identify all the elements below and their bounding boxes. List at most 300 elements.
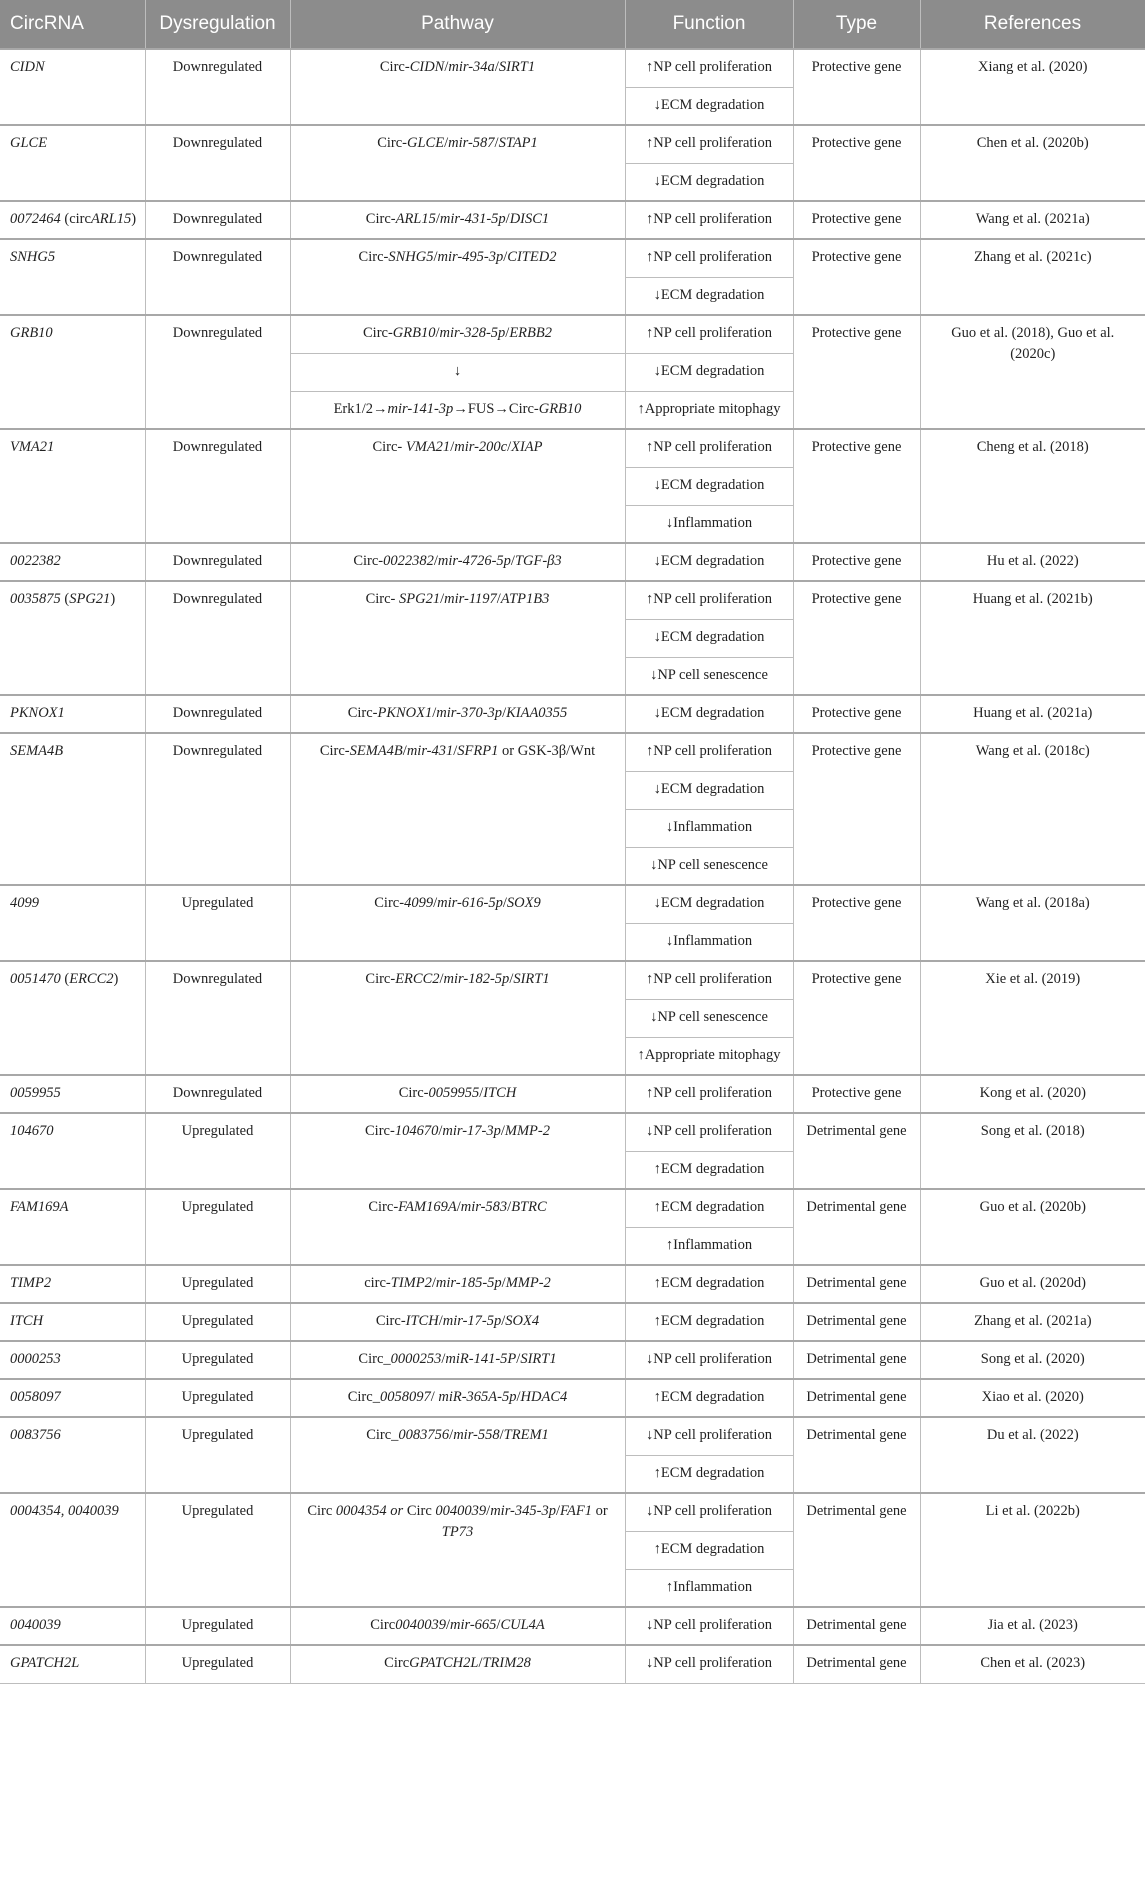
header-pathway: Pathway xyxy=(290,0,625,49)
text-run: GLCE xyxy=(10,135,48,151)
table-row xyxy=(0,1113,1145,1151)
table-row xyxy=(0,543,1145,581)
dysregulation-cell: Downregulated xyxy=(145,315,290,429)
text-run: / xyxy=(444,135,449,151)
dysregulation-cell: Downregulated xyxy=(145,695,290,733)
text-run: MMP-2 xyxy=(505,1275,551,1291)
function-cell: ↓Inflammation xyxy=(625,923,793,961)
type-cell: Protective gene xyxy=(793,695,920,733)
reference-cell: Wang et al. (2018c) xyxy=(920,733,1145,885)
text-run: mir-141-3p xyxy=(387,400,454,417)
pathway-cell xyxy=(290,239,625,315)
reference-cell: Zhang et al. (2021a) xyxy=(920,1303,1145,1341)
circrna-cell xyxy=(0,885,145,961)
text-run: 0059955 xyxy=(10,1085,61,1101)
text-run: mir-34a xyxy=(448,59,495,75)
type-cell: Detrimental gene xyxy=(793,1379,920,1417)
text-run: Circ xyxy=(403,1503,436,1519)
text-run: 104670 xyxy=(10,1123,54,1139)
text-run: CUL4A xyxy=(500,1617,545,1633)
table-row xyxy=(0,201,1145,239)
text-run: / xyxy=(449,1427,454,1443)
text-run: GRB10 xyxy=(392,325,436,341)
type-cell: Protective gene xyxy=(793,315,920,429)
dysregulation-cell: Upregulated xyxy=(145,1189,290,1265)
text-run: / xyxy=(505,211,510,227)
text-run: Circ- xyxy=(372,439,406,455)
function-cell: ↓NP cell proliferation xyxy=(625,1607,793,1645)
text-run: ( xyxy=(60,591,70,607)
header-circrna: CircRNA xyxy=(0,0,145,49)
text-run: / xyxy=(499,1427,504,1443)
table-row xyxy=(0,961,1145,999)
text-run: mir-185-5p xyxy=(435,1275,502,1291)
text-run: mir-665 xyxy=(449,1617,497,1633)
type-cell: Protective gene xyxy=(793,49,920,125)
text-run: GPATCH2L xyxy=(409,1655,479,1671)
function-cell: ↑NP cell proliferation xyxy=(625,733,793,771)
text-run: mir-370-3p xyxy=(436,705,503,721)
table-row xyxy=(0,429,1145,467)
header-function: Function xyxy=(625,0,793,49)
text-run: / xyxy=(502,705,507,721)
pathway-cell xyxy=(290,1189,625,1265)
text-run: SOX9 xyxy=(506,895,541,911)
type-cell: Protective gene xyxy=(793,733,920,885)
header-row xyxy=(0,0,1145,49)
function-cell: ↑NP cell proliferation xyxy=(625,315,793,353)
circrna-cell xyxy=(0,1265,145,1303)
table-row xyxy=(0,1379,1145,1417)
text-run: ERCC2 xyxy=(395,971,440,987)
text-run: / xyxy=(494,135,499,151)
text-run: GRB10 xyxy=(538,400,582,417)
text-run: 0022382 xyxy=(383,553,434,569)
text-run: Circ_ xyxy=(358,1351,391,1367)
dysregulation-cell: Upregulated xyxy=(145,1113,290,1189)
dysregulation-cell: Upregulated xyxy=(145,1265,290,1303)
circrna-cell xyxy=(0,1417,145,1493)
text-run: / xyxy=(433,553,438,569)
text-run: ERCC2 xyxy=(69,971,114,987)
reference-cell: Kong et al. (2020) xyxy=(920,1075,1145,1113)
text-run: / xyxy=(555,1503,560,1519)
type-cell: Detrimental gene xyxy=(793,1303,920,1341)
type-cell: Detrimental gene xyxy=(793,1265,920,1303)
reference-cell: Wang et al. (2018a) xyxy=(920,885,1145,961)
text-run: KIAA0355 xyxy=(506,705,568,721)
function-cell: ↓ECM degradation xyxy=(625,543,793,581)
type-cell: Detrimental gene xyxy=(793,1607,920,1645)
text-run: ATP1B3 xyxy=(500,591,550,607)
text-run: BTRC xyxy=(511,1199,547,1215)
type-cell: Protective gene xyxy=(793,885,920,961)
text-run: / xyxy=(503,249,508,265)
text-run: Circ- xyxy=(375,1313,406,1329)
text-run: Circ- xyxy=(398,1085,429,1101)
function-cell: ↑ECM degradation xyxy=(625,1265,793,1303)
function-cell: ↑NP cell proliferation xyxy=(625,429,793,467)
pathway-cell xyxy=(290,1303,625,1341)
type-cell: Detrimental gene xyxy=(793,1113,920,1189)
text-run: ( xyxy=(60,971,70,987)
function-cell: ↓NP cell senescence xyxy=(625,999,793,1037)
text-run: mir-1197 xyxy=(444,591,497,607)
table-row xyxy=(0,1265,1145,1303)
table-row xyxy=(0,315,1145,353)
text-run: / xyxy=(505,325,510,341)
dysregulation-cell: Upregulated xyxy=(145,1645,290,1683)
reference-cell: Li et al. (2022b) xyxy=(920,1493,1145,1607)
pathway-cell xyxy=(290,1341,625,1379)
text-run: mir-200c xyxy=(454,439,508,455)
text-run: 0040039 xyxy=(395,1617,446,1633)
function-cell: ↓ECM degradation xyxy=(625,885,793,923)
pathway-cell xyxy=(290,543,625,581)
function-cell: ↑Appropriate mitophagy xyxy=(625,1037,793,1075)
text-run: XIAP xyxy=(511,439,543,455)
function-cell: ↑NP cell proliferation xyxy=(625,961,793,999)
dysregulation-cell: Downregulated xyxy=(145,543,290,581)
type-cell: Protective gene xyxy=(793,543,920,581)
reference-cell: Hu et al. (2022) xyxy=(920,543,1145,581)
function-cell: ↓ECM degradation xyxy=(625,695,793,733)
type-cell: Detrimental gene xyxy=(793,1341,920,1379)
text-run: / xyxy=(433,249,438,265)
text-run: or GSK-3β/Wnt xyxy=(498,743,596,759)
circrna-cell xyxy=(0,1341,145,1379)
text-run: 0072464 xyxy=(10,211,61,227)
text-run: 0000253 xyxy=(10,1351,61,1367)
function-cell: ↓ECM degradation xyxy=(625,619,793,657)
text-run: / xyxy=(501,1275,506,1291)
dysregulation-cell: Upregulated xyxy=(145,1417,290,1493)
text-run: ARL15 xyxy=(395,211,436,227)
dysregulation-cell: Downregulated xyxy=(145,239,290,315)
function-cell: ↓NP cell proliferation xyxy=(625,1645,793,1683)
text-run: / xyxy=(402,743,407,759)
pathway-cell xyxy=(290,1379,625,1417)
text-run: Circ_ xyxy=(347,1389,380,1405)
text-run: 0051470 xyxy=(10,971,61,987)
text-run: VMA21 xyxy=(10,439,55,455)
text-run: FAM169A xyxy=(398,1199,457,1215)
pathway-cell xyxy=(290,1113,625,1189)
dysregulation-cell: Downregulated xyxy=(145,1075,290,1113)
reference-cell: Du et al. (2022) xyxy=(920,1417,1145,1493)
text-run: GLCE xyxy=(407,135,445,151)
pathway-cell xyxy=(290,581,625,695)
type-cell: Protective gene xyxy=(793,201,920,239)
text-run: STAP1 xyxy=(498,135,538,151)
pathway-cell xyxy=(290,1265,625,1303)
text-run: miR-141-5P xyxy=(445,1351,517,1367)
text-run: / xyxy=(432,705,437,721)
function-cell: ↑ECM degradation xyxy=(625,1455,793,1493)
pathway-cell xyxy=(290,1075,625,1113)
dysregulation-cell: Downregulated xyxy=(145,581,290,695)
text-run: TGF-β3 xyxy=(514,553,562,569)
text-run: ) xyxy=(131,211,137,227)
text-run: (circ xyxy=(60,211,91,227)
text-run: ERBB2 xyxy=(509,325,552,341)
text-run: / xyxy=(453,743,458,759)
dysregulation-cell: Upregulated xyxy=(145,1341,290,1379)
text-run: SIRT1 xyxy=(520,1351,557,1367)
text-run: mir-4726-5p xyxy=(437,553,511,569)
pathway-cell xyxy=(290,1645,625,1683)
type-cell: Protective gene xyxy=(793,429,920,543)
text-run: CIDN xyxy=(409,59,445,75)
table-row xyxy=(0,125,1145,163)
function-cell: ↓ECM degradation xyxy=(625,467,793,505)
table-row xyxy=(0,1493,1145,1531)
table-row xyxy=(0,49,1145,87)
function-cell: ↓ECM degradation xyxy=(625,771,793,809)
circrna-cell xyxy=(0,695,145,733)
type-cell: Protective gene xyxy=(793,239,920,315)
reference-cell: Xiang et al. (2020) xyxy=(920,49,1145,125)
text-run: Circ xyxy=(370,1617,396,1633)
text-run: / xyxy=(433,895,438,911)
text-run: Circ- xyxy=(365,971,396,987)
table-row xyxy=(0,1341,1145,1379)
table-row xyxy=(0,1303,1145,1341)
table-row xyxy=(0,1189,1145,1227)
function-cell: ↑ECM degradation xyxy=(625,1379,793,1417)
header-dysregulation: Dysregulation xyxy=(145,0,290,49)
text-run: Erk1/2→ xyxy=(333,400,388,417)
function-cell: ↑NP cell proliferation xyxy=(625,201,793,239)
text-run: Circ- xyxy=(319,743,350,759)
text-run: HDAC4 xyxy=(520,1389,568,1405)
text-run: / xyxy=(430,1389,439,1405)
pathway-cell xyxy=(290,695,625,733)
function-cell: ↓NP cell proliferation xyxy=(625,1341,793,1379)
text-run: →FUS→Circ- xyxy=(453,400,539,417)
circrna-cell xyxy=(0,1189,145,1265)
text-run: / xyxy=(502,895,507,911)
text-run: SEMA4B xyxy=(10,743,64,759)
type-cell: Protective gene xyxy=(793,581,920,695)
text-run: SIRT1 xyxy=(498,59,536,75)
text-run: TIMP2 xyxy=(390,1275,432,1291)
table-row xyxy=(0,581,1145,619)
function-cell: ↓ECM degradation xyxy=(625,353,793,391)
text-run: Circ_ xyxy=(366,1427,399,1443)
function-cell: ↑NP cell proliferation xyxy=(625,125,793,163)
circrna-cell xyxy=(0,543,145,581)
text-run: 0059955 xyxy=(428,1085,480,1101)
table-row xyxy=(0,885,1145,923)
reference-cell: Guo et al. (2018), Guo et al. (2020c) xyxy=(920,315,1145,429)
type-cell: Protective gene xyxy=(793,961,920,1075)
pathway-cell xyxy=(290,961,625,1075)
reference-cell: Song et al. (2020) xyxy=(920,1341,1145,1379)
text-run: GPATCH2L xyxy=(10,1655,80,1671)
text-run: 4099 xyxy=(404,895,434,911)
text-run: SPG21 xyxy=(399,591,441,607)
text-run: / xyxy=(516,1351,521,1367)
text-run: / xyxy=(478,1655,483,1671)
pathway-cell xyxy=(290,49,625,125)
pathway-cell xyxy=(290,201,625,239)
function-cell: ↓NP cell proliferation xyxy=(625,1113,793,1151)
text-run: / xyxy=(431,1275,436,1291)
circrna-cell xyxy=(0,1493,145,1607)
reference-cell: Wang et al. (2021a) xyxy=(920,201,1145,239)
text-run: SEMA4B xyxy=(349,743,403,759)
text-run: mir-583 xyxy=(460,1199,508,1215)
text-run: SPG21 xyxy=(69,591,111,607)
type-cell: Detrimental gene xyxy=(793,1189,920,1265)
text-run: ) xyxy=(113,971,119,987)
text-run: FAM169A xyxy=(10,1199,69,1215)
table-row xyxy=(0,1417,1145,1455)
text-run: / xyxy=(496,591,501,607)
function-cell: ↑ECM degradation xyxy=(625,1303,793,1341)
text-run: ↓ xyxy=(453,362,462,379)
pathway-cell xyxy=(290,1493,625,1607)
function-cell: ↓NP cell proliferation xyxy=(625,1417,793,1455)
text-run: PKNOX1 xyxy=(10,705,65,721)
type-cell: Detrimental gene xyxy=(793,1645,920,1683)
reference-cell: Huang et al. (2021a) xyxy=(920,695,1145,733)
dysregulation-cell: Downregulated xyxy=(145,429,290,543)
function-cell: ↓ECM degradation xyxy=(625,277,793,315)
text-run: / xyxy=(507,1199,512,1215)
text-run: / xyxy=(486,1503,491,1519)
dysregulation-cell: Upregulated xyxy=(145,1493,290,1607)
text-run: 0083756 xyxy=(398,1427,450,1443)
dysregulation-cell: Upregulated xyxy=(145,1303,290,1341)
text-run: Circ- xyxy=(374,895,405,911)
text-run: / xyxy=(494,59,499,75)
text-run: or xyxy=(591,1503,608,1519)
text-run: Circ- xyxy=(365,591,400,607)
reference-cell: Song et al. (2018) xyxy=(920,1113,1145,1189)
table-row xyxy=(0,1607,1145,1645)
table-row xyxy=(0,695,1145,733)
text-run: PKNOX1 xyxy=(377,705,433,721)
dysregulation-cell: Downregulated xyxy=(145,125,290,201)
table-row xyxy=(0,1075,1145,1113)
text-run: Circ- xyxy=(377,135,407,151)
text-run: 0040039 xyxy=(435,1503,487,1519)
text-run: / xyxy=(438,1313,443,1329)
pathway-cell xyxy=(290,391,625,429)
reference-cell: Jia et al. (2023) xyxy=(920,1607,1145,1645)
text-run: SNHG5 xyxy=(388,249,434,265)
text-run: Circ- xyxy=(365,211,396,227)
dysregulation-cell: Downregulated xyxy=(145,961,290,1075)
dysregulation-cell: Downregulated xyxy=(145,49,290,125)
text-run: Circ- xyxy=(379,59,410,75)
text-run: / xyxy=(509,971,514,987)
function-cell: ↑NP cell proliferation xyxy=(625,49,793,87)
function-cell: ↓ECM degradation xyxy=(625,163,793,201)
text-run: / xyxy=(444,59,449,75)
text-run: mir-182-5p xyxy=(443,971,510,987)
text-run: ITCH xyxy=(405,1313,439,1329)
text-run: mir-431-5p xyxy=(439,211,506,227)
text-run: 0040039 xyxy=(10,1617,61,1633)
text-run: TIMP2 xyxy=(10,1275,52,1291)
text-run: TREM1 xyxy=(503,1427,549,1443)
circrna-cell xyxy=(0,1303,145,1341)
text-run: / xyxy=(450,439,455,455)
text-run: / xyxy=(479,1085,484,1101)
text-run: / xyxy=(445,1617,450,1633)
function-cell: ↑Inflammation xyxy=(625,1569,793,1607)
text-run: SNHG5 xyxy=(10,249,56,265)
dysregulation-cell: Upregulated xyxy=(145,1379,290,1417)
function-cell: ↓ECM degradation xyxy=(625,87,793,125)
text-run: miR-365A-5p xyxy=(438,1389,517,1405)
reference-cell: Cheng et al. (2018) xyxy=(920,429,1145,543)
header-type: Type xyxy=(793,0,920,49)
text-run: mir-587 xyxy=(448,135,495,151)
text-run: GRB10 xyxy=(10,325,53,341)
text-run: / xyxy=(507,439,512,455)
text-run: 0035875 xyxy=(10,591,61,607)
text-run: SOX4 xyxy=(505,1313,540,1329)
circrna-cell xyxy=(0,315,145,429)
type-cell: Detrimental gene xyxy=(793,1417,920,1493)
text-run: 0004354 or xyxy=(335,1503,404,1519)
text-run: DISC1 xyxy=(509,211,550,227)
function-cell: ↑NP cell proliferation xyxy=(625,1075,793,1113)
text-run: / xyxy=(438,1123,443,1139)
pathway-cell xyxy=(290,353,625,391)
text-run: / xyxy=(435,325,440,341)
pathway-cell xyxy=(290,1607,625,1645)
text-run: ARL15 xyxy=(90,211,132,227)
text-run: TP73 xyxy=(441,1524,474,1541)
dysregulation-cell: Downregulated xyxy=(145,201,290,239)
text-run: CIDN xyxy=(10,59,45,75)
function-cell: ↑ECM degradation xyxy=(625,1151,793,1189)
text-run: mir-17-5p xyxy=(442,1313,502,1329)
text-run: / xyxy=(440,591,445,607)
text-run: FAF1 xyxy=(560,1503,592,1519)
text-run: 0058097 xyxy=(379,1389,431,1405)
reference-cell: Xie et al. (2019) xyxy=(920,961,1145,1075)
text-run: VMA21 xyxy=(405,439,451,455)
text-run: 0004354, 0040039 xyxy=(10,1503,119,1519)
text-run: Circ- xyxy=(358,249,389,265)
circrna-cell xyxy=(0,239,145,315)
text-run: / xyxy=(516,1389,521,1405)
text-run: / xyxy=(441,1351,446,1367)
reference-cell: Guo et al. (2020d) xyxy=(920,1265,1145,1303)
text-run: 0083756 xyxy=(10,1427,61,1443)
text-run: 0022382 xyxy=(10,553,61,569)
reference-cell: Chen et al. (2023) xyxy=(920,1645,1145,1683)
text-run: mir-616-5p xyxy=(437,895,503,911)
text-run: MMP-2 xyxy=(504,1123,550,1139)
text-run: Circ xyxy=(307,1503,336,1519)
text-run: mir-558 xyxy=(453,1427,500,1443)
table-row xyxy=(0,239,1145,277)
reference-cell: Guo et al. (2020b) xyxy=(920,1189,1145,1265)
text-run: Circ- xyxy=(365,1123,395,1139)
text-run: Circ xyxy=(384,1655,410,1671)
circrna-cell xyxy=(0,125,145,201)
text-run: 4099 xyxy=(10,895,39,911)
pathway-cell xyxy=(290,315,625,353)
text-run: mir-431 xyxy=(406,743,454,759)
